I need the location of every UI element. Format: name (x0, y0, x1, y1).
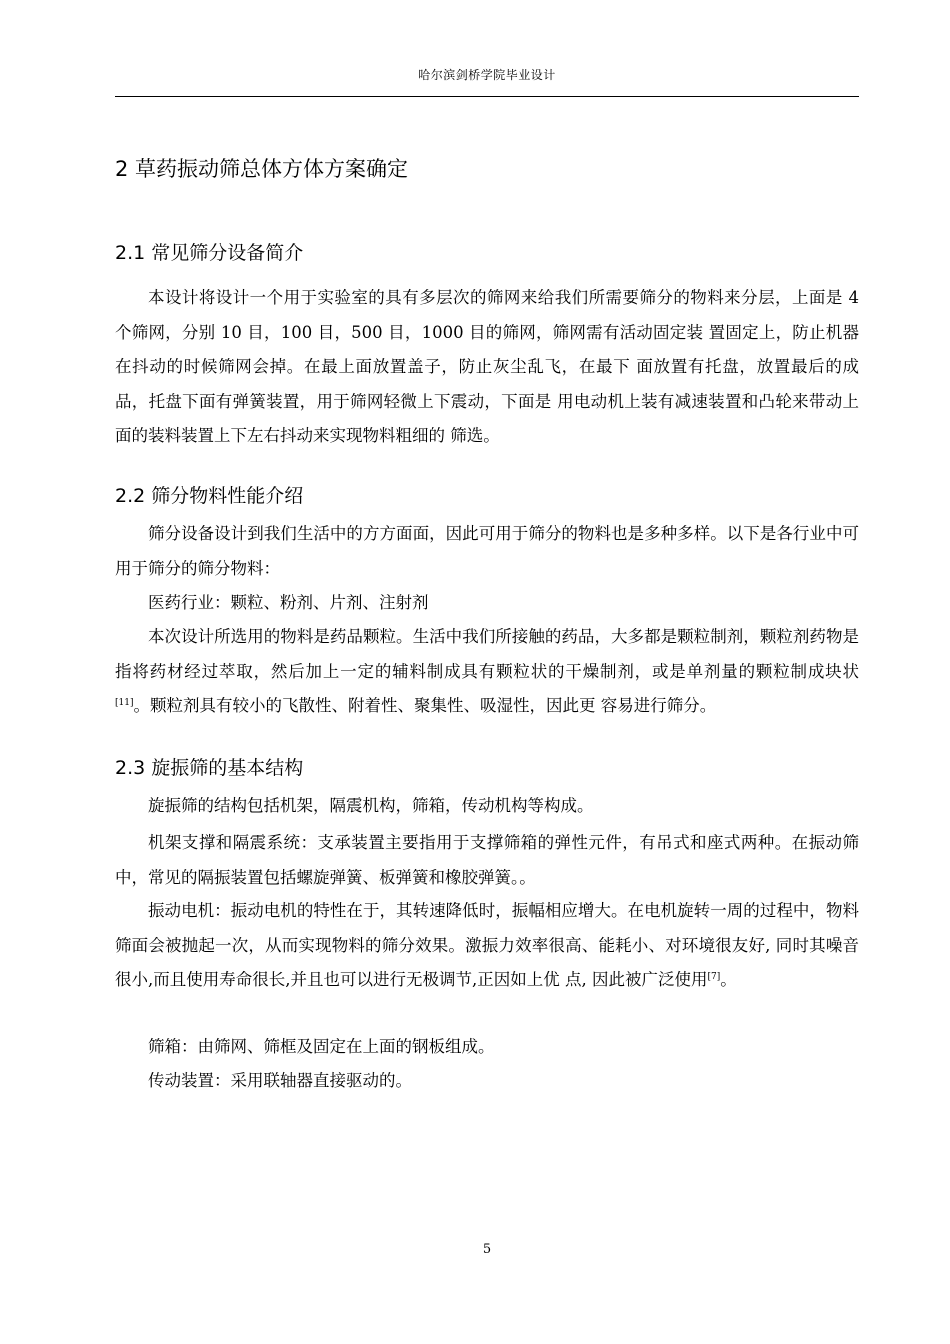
paragraph: 医药行业：颗粒、粉剂、片剂、注射剂 (148, 593, 429, 612)
paragraph (115, 620, 859, 724)
paragraph-text: 本次设计所选用的物料是药品颗粒。生活中我们所接触的药品，大多都是颗粒制剂，颗粒剂药物是指将药材经过萃取，然后加上一定的辅料制成具有颗粒状的干燥制剂，或是单剂量的颗粒制成块状 (115, 627, 859, 681)
running-header: 哈尔滨剑桥学院毕业设计 (418, 68, 556, 82)
chapter-title: 2 草药振动筛总体方体方案确定 (115, 157, 409, 181)
paragraph: 传动装置：采用联轴器直接驱动的。 (148, 1071, 412, 1090)
header-rule (115, 96, 859, 97)
page-number: 5 (482, 1242, 492, 1257)
paragraph: 旋振筛的结构包括机架，隔震机构，筛箱，传动机构等构成。 (148, 796, 594, 815)
paragraph: 机架支撑和隔震系统：支承装置主要指用于支撑筛箱的弹性元件，有吊式和座式两种。在振动筛中，常见的隔振装置包括螺旋弹簧、板弹簧和橡胶弹簧。。 (115, 833, 859, 887)
paragraph: 筛分设备设计到我们生活中的方方面面，因此可用于筛分的物料也是多种多样。以下是各行业中可用于筛分的筛分物料： (115, 524, 859, 578)
paragraph-text: 。颗粒剂具有较小的飞散性、附着性、聚集性、吸湿性，因此更 容易进行筛分。 (133, 696, 717, 715)
section-title-2-1: 2.1 常见筛分设备简介 (115, 242, 304, 264)
paragraph: 本设计将设计一个用于实验室的具有多层次的筛网来给我们所需要筛分的物料来分层，上面是 4 个筛网，分别 10 目，100 目，500 目，1000 目的筛网，筛网需有活动固定装 置固定上，防止机器在抖动的时候筛网会掉。在最上面放置盖子，防止灰尘乱飞，在最下 面放置有托盘，放置最后的成品，托盘下面有弹簧装置，用于筛网轻微上下震动，下面是 用电动机上装有减速装置和凸轮来带动上面的装料装置上下左右抖动来实现物料粗细的 筛选。 (115, 288, 859, 445)
paragraph-text: 振动电机：振动电机的特性在于，其转速降低时，振幅相应增大。在电机旋转一周的过程中，物料筛面会被抛起一次，从而实现物料的筛分效果。激振力效率很高、能耗小、对环境很友好, 同时其噪音很小,而且使用寿命很长,并且也可以进行无极调节,正因如上优 点, 因此被广泛使用 (115, 901, 859, 989)
citation-marker: [11] (115, 698, 134, 708)
section-title-2-3: 2.3 旋振筛的基本结构 (115, 757, 304, 779)
paragraph-text: 。 (720, 970, 737, 989)
section-title-2-2: 2.2 筛分物料性能介绍 (115, 485, 304, 507)
citation-marker: [7] (707, 972, 721, 982)
paragraph: 筛箱：由筛网、筛框及固定在上面的钢板组成。 (148, 1037, 495, 1056)
paragraph (115, 894, 859, 998)
